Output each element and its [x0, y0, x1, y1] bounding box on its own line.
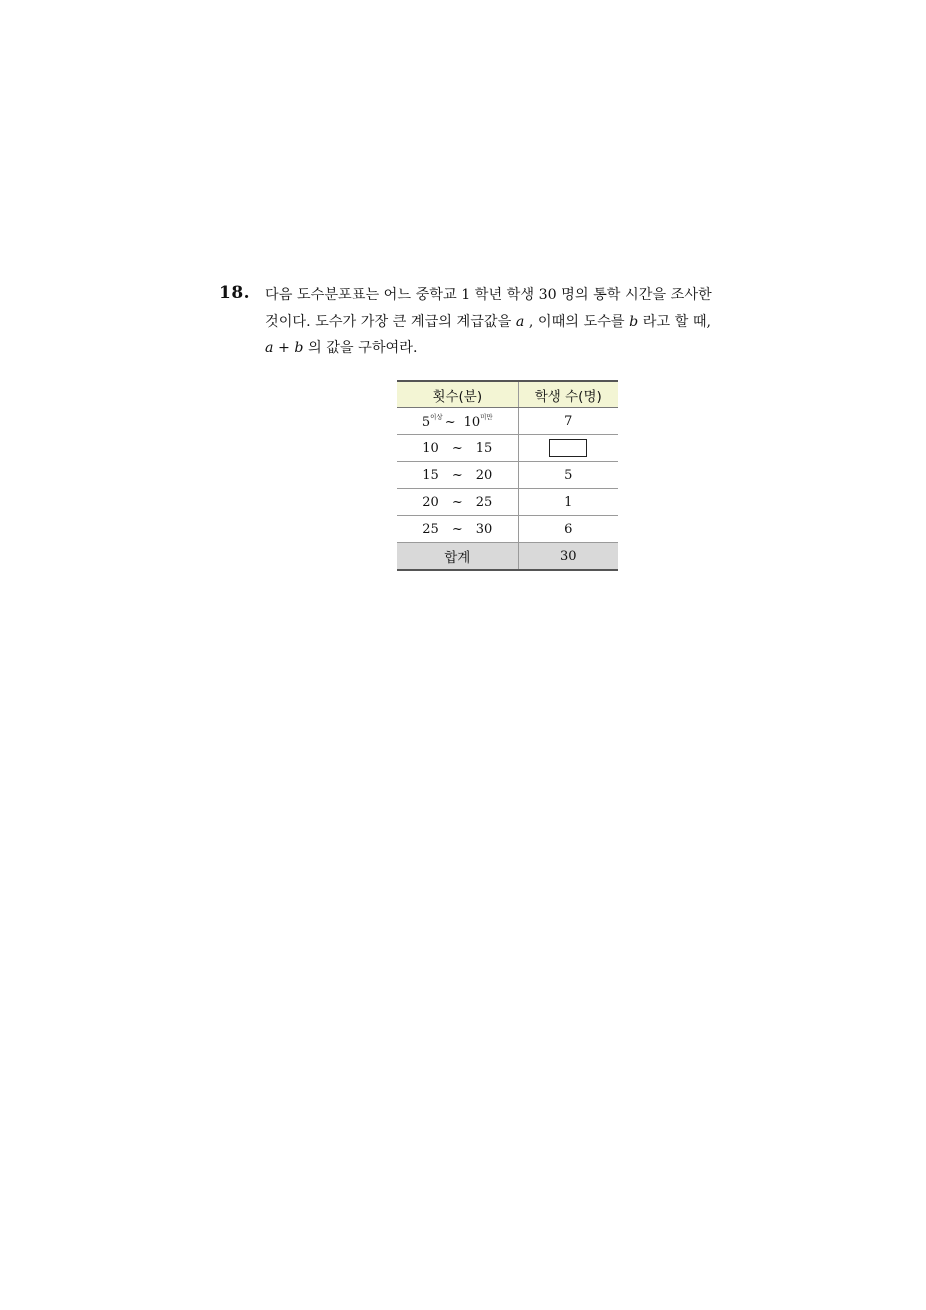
tilde: ~: [451, 467, 463, 483]
table-row: [397, 435, 618, 462]
total-value: 30: [518, 543, 618, 571]
class-lower-bound: 15: [422, 467, 439, 483]
question-text-segment: 라고 할 때,: [638, 313, 712, 330]
class-interval: [422, 468, 492, 483]
variable-b: b: [629, 313, 639, 330]
class-interval-cell: [397, 408, 518, 435]
class-lower-bound: 20: [422, 494, 439, 510]
class-lower-bound: 5: [421, 415, 431, 430]
lower-bound-label: 이상: [430, 413, 443, 421]
class-upper-bound: 15: [475, 440, 493, 456]
frequency-table: [397, 380, 618, 571]
class-lower-bound: 25: [422, 521, 439, 537]
class-interval-cell: [397, 435, 518, 462]
count-cell: 6: [518, 516, 618, 543]
question-text: [265, 282, 759, 362]
question-text-segment: , 이때의 도수를: [524, 313, 630, 330]
question-number: 18.: [219, 283, 251, 303]
question-line-3: [265, 335, 759, 362]
table-total-row: [397, 543, 618, 571]
class-upper-bound: 20: [475, 467, 493, 483]
tilde: ~: [451, 521, 463, 537]
class-upper-bound: 10: [463, 415, 481, 430]
tilde: ~: [451, 494, 463, 510]
table-header-row: [397, 381, 618, 408]
class-upper-bound: 30: [475, 521, 493, 537]
question-line-1: 다음 도수분포표는 어느 중학교 1 학년 학생 30 명의 통학 시간을 조사한: [265, 287, 712, 303]
count-cell-blank: [518, 435, 618, 462]
tilde: ~: [444, 415, 456, 430]
class-interval-cell: [397, 516, 518, 543]
question-line-2: [265, 309, 759, 336]
class-interval-cell: [397, 462, 518, 489]
count-cell: 1: [518, 489, 618, 516]
count-cell: 5: [518, 462, 618, 489]
table-row: [397, 408, 618, 435]
question-text-segment: 것이다. 도수가 가장 큰 계급의 계급값을: [265, 313, 516, 330]
class-upper-bound: 25: [475, 494, 493, 510]
answer-blank-box: [549, 439, 587, 457]
variable-b: b: [294, 340, 304, 356]
class-interval: [422, 412, 493, 430]
count-cell: 7: [518, 408, 618, 435]
class-interval: [422, 495, 492, 510]
plus-sign: +: [273, 340, 295, 356]
class-interval-cell: [397, 489, 518, 516]
upper-bound-label: 미만: [480, 413, 493, 421]
table-row: [397, 489, 618, 516]
class-interval: [422, 441, 492, 456]
class-lower-bound: 10: [422, 440, 439, 456]
variable-a: a: [515, 313, 525, 330]
variable-a: a: [265, 340, 274, 356]
table-row: [397, 462, 618, 489]
question-text-segment: 의 값을 구하여라.: [303, 340, 418, 356]
header-student-count: 학생 수(명): [518, 381, 618, 408]
total-label: 합계: [397, 543, 518, 571]
header-class-interval: 횟수(분): [397, 381, 518, 408]
class-interval: [422, 522, 492, 537]
table-row: [397, 516, 618, 543]
tilde: ~: [451, 440, 463, 456]
